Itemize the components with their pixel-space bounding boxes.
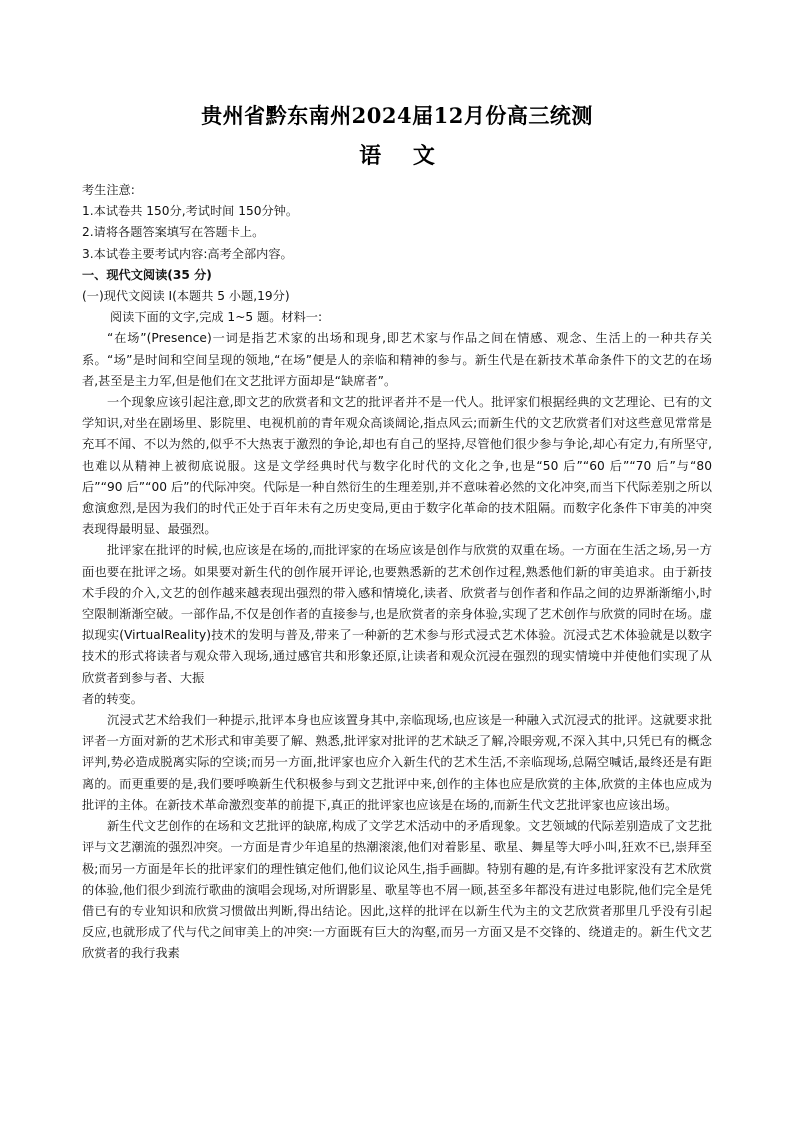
paragraph-fragment: 者的转变。 — [82, 691, 143, 706]
paragraph-4: 沉浸式艺术给我们一种提示,批评本身也应该置身其中,亲临现场,也应该是一种融入式沉浸式的批评。这就要求批评者一方面对新的艺术形式和审美要了解、熟悉,批评家对批评的艺术缺乏了解,冷眼旁观,不深入其中,只凭已有的概念评判,势必造成脱离实际的空谈;而另一方面,批评家也应介入新生代的艺术生活,不亲临现场,总隔空喊话,最终还是有距离的。而更重要的是,我们要呼唤新生代积极参与到文艺批评中来,创作的主体也应是欣赏的主体,欣赏的主体也应成为批评的主体。在新技术革命激烈变革的前提下,真正的批评家也应该是在场的,而新生代文艺批评家也应该出场。 — [82, 713, 712, 812]
paragraph-3: 批评家在批评的时候,也应该是在场的,而批评家的在场应该是创作与欣赏的双重在场。一方面在生活之场,另一方面也要在批评之场。如果要对新生代的创作展开评论,也要熟悉新的艺术创作过程,熟悉他们新的审美追求。由于新技术手段的介入,文艺的创作越来越表现出强烈的带入感和情境化,读者、欣赏者与创作者和作品之间的边界渐渐缩小,时空限制渐渐空破。一部作品,不仅是创作者的直接参与,也是欣赏者的亲身体验,实现了艺术创作与欣赏的同时在场。虚拟现实(VirtualReality)技术的发明与普及,带来了一种新的艺术参与形式浸式艺术体验。沉浸式艺术体验就是以数字技术的形式将读者与观众带入现场,通过感官共和形象还原,让读者和观众沉浸在强烈的现实情境中并使他们实现了从欣赏者到参与者、大振 — [82, 543, 712, 685]
notice-item-1: 1.本试卷共 150分,考试时间 150分钟。 — [82, 204, 299, 219]
exam-title: 贵州省黔东南州2024届12月份高三统测 — [201, 103, 593, 128]
reading-instruction: 阅读下面的文字,完成 1~5 题。材料一: — [110, 310, 323, 325]
paragraph-2: 一个现象应该引起注意,即文艺的欣赏者和文艺的批评者并不是一代人。批评家们根据经典的文艺理论、已有的文学知识,对坐在剧场里、影院里、电视机前的青年观众高谈阔论,指点风云;而新生代的文艺欣赏者们对这些意见常常是充耳不闻、不以为然的,似乎不大热衷于激烈的争论,却也有自己的坚持,尽管他们很少参与争论,却心有定力,有所坚守,也难以从精神上被彻底说服。这是文学经典时代与数字化时代的文化之争,也是“50 后”“60 后”“70 后”与“80 后”“90 后”“00 后”的代际冲突。代际是一种自然衍生的生理差别,并不意味着必然的文化冲突,而当下代际差别之所以愈演愈烈,是因为我们的时代正处于百年未有之历史变局,更由于数字化革命的技术阻隔。而数字化条件下审美的冲突表现得最明显、最强烈。 — [82, 395, 712, 537]
notice-item-3: 3.本试卷主要考试内容:高考全部内容。 — [82, 246, 293, 261]
section-heading: 一、现代文阅读(35 分) — [82, 267, 212, 282]
notice-heading: 考生注意: — [82, 183, 135, 197]
paragraph-5: 新生代文艺创作的在场和文艺批评的缺席,构成了文学艺术活动中的矛盾现象。文艺领域的代际差别造成了文艺批评与文艺潮流的强烈冲突。一方面是青少年追星的热潮滚滚,他们对着影星、歌星、舞星等大呼小叫,狂欢不已,崇拜至极;而另一方面是年长的批评家们的理性镇定他们,他们议论风生,指手画脚。特别有趣的是,有许多批评家没有艺术欣赏的体验,他们很少到流行歌曲的演唱会现场,对所谓影星、歌星等也不屑一顾,甚至多年都没有进过电影院,他们完全是凭借已有的专业知识和欣赏习惯做出判断,得出结论。因此,这样的批评在以新生代为主的文艺欣赏者那里几乎没有引起反应,也就形成了代与代之间审美上的冲突:一方面既有巨大的沟壑,而另一方面又是不交锋的、绕道走的。新生代文艺欣赏者的我行我素 — [82, 819, 712, 961]
notice-item-2: 2.请将各题答案填写在答题卡上。 — [82, 225, 265, 240]
subsection-heading: (一)现代文阅读 I(本题共 5 小题,19分) — [82, 289, 290, 304]
subject-title: 语 文 — [359, 143, 447, 169]
document-body — [82, 180, 712, 965]
paragraph-1: “在场”(Presence)一词是指艺术家的出场和现身,即艺术家与作品之间在情感、观念、生活上的一种共存关系。“场”是时间和空间呈现的领地,“在场”便是人的亲临和精神的参与。新生代是在新技术革命条件下的文艺的在场者,甚至是主力军,但是他们在文艺批评方面却是“缺席者”。 — [82, 331, 712, 388]
